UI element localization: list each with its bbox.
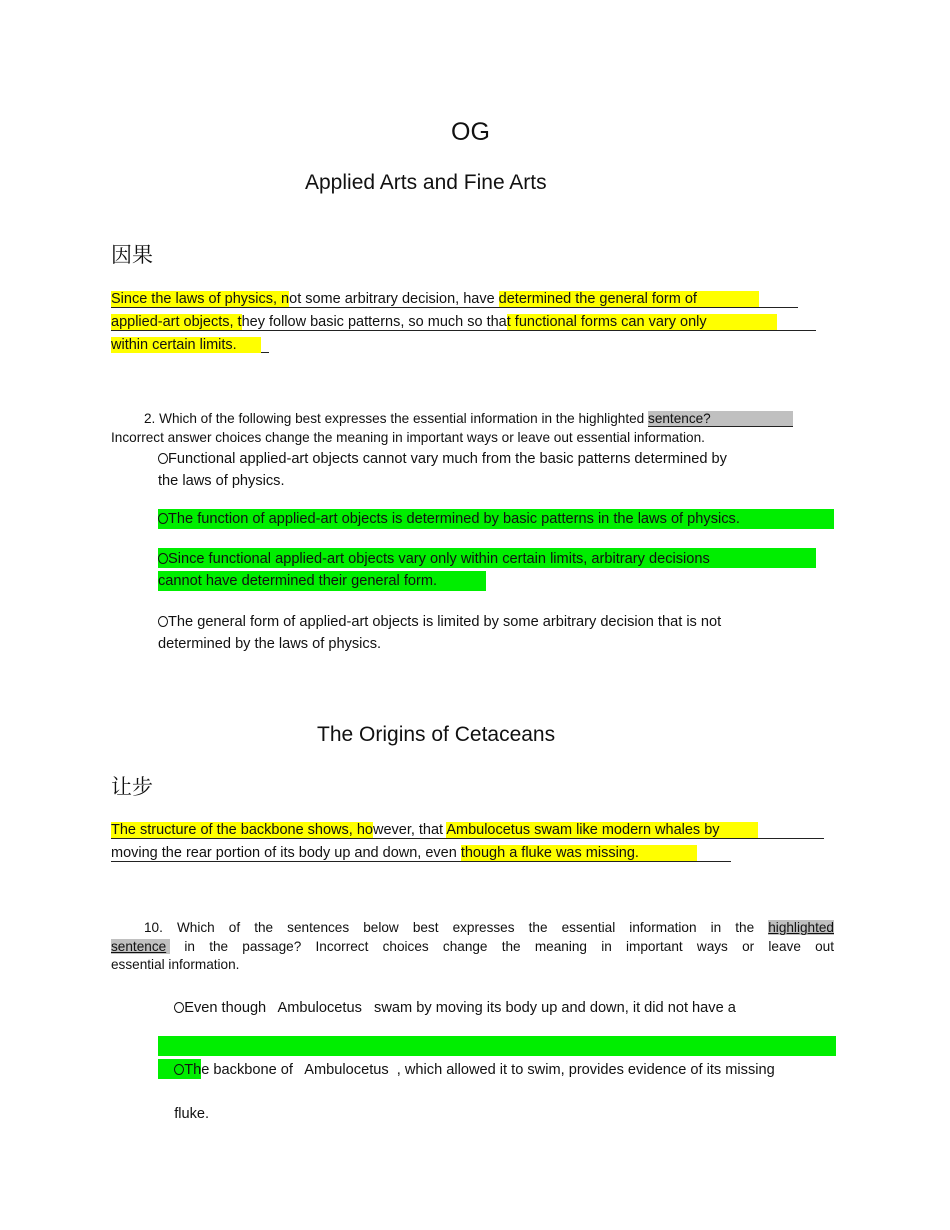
question-10-line-2	[111, 938, 834, 956]
option-text: Functional applied-art objects cannot vary much from the basic patterns determined by	[168, 451, 727, 467]
section-tag-concession: 让步	[111, 775, 153, 799]
option-text: determined by the laws of physics.	[158, 636, 382, 652]
highlight: Since the laws of physics, n	[111, 291, 290, 307]
option-text: cannot have determined their general form.	[158, 573, 438, 589]
text: moving the rear portion of its body up and down, even	[111, 845, 461, 861]
page-title: OG	[451, 118, 490, 146]
passage-line-2	[111, 311, 777, 334]
radio-circle-icon[interactable]	[174, 1064, 184, 1075]
answer-option-b[interactable]	[158, 1037, 775, 1147]
section-tag-cause-effect: 因果	[111, 243, 153, 267]
text: hey follow basic patterns, so much so tha	[241, 314, 507, 330]
radio-circle-icon[interactable]	[158, 553, 168, 564]
question-2-line-2: Incorrect answer choices change the meaning in important ways or leave out essential information.	[111, 430, 705, 445]
highlight: t functional forms can vary only	[507, 314, 777, 330]
text: wever, that	[372, 822, 447, 838]
option-text: Since functional applied-art objects vary only within certain limits, arbitrary decisions	[168, 551, 710, 567]
highlight: determined the general form of	[499, 291, 759, 307]
question-text: 2. Which of the following best expresses the essential information in the highlighted	[144, 411, 649, 426]
passage-line-1	[111, 819, 758, 842]
question-10-line-1	[111, 919, 834, 937]
radio-circle-icon[interactable]	[158, 513, 168, 524]
option-text: The general form of applied-art objects is limited by some arbitrary decision that is not	[168, 614, 722, 630]
highlight: though a fluke was missing.	[461, 845, 697, 861]
option-text: fluke.	[174, 1106, 210, 1122]
highlighted-word: sentence?	[648, 411, 793, 427]
question-10-line-3: essential information.	[111, 957, 240, 972]
highlight: Ambulocetus swam like modern whales by	[446, 822, 757, 838]
option-text: The backbone of Ambulocetus , which allowed it to swim, provides evidence of its missing	[184, 1062, 775, 1078]
passage-line-3	[111, 334, 261, 357]
section-title-cetaceans: The Origins of Cetaceans	[317, 723, 556, 746]
highlight: within certain limits.	[111, 337, 261, 353]
highlighted-word: highlighted	[768, 920, 834, 935]
answer-option-b[interactable]	[158, 508, 740, 530]
answer-option-d[interactable]	[158, 611, 721, 655]
passage-line-2	[111, 842, 697, 865]
radio-circle-icon[interactable]	[174, 1002, 184, 1013]
option-text: The function of applied-art objects is determined by basic patterns in the laws of physics.	[168, 511, 740, 527]
radio-circle-icon[interactable]	[158, 453, 168, 464]
radio-circle-icon[interactable]	[158, 616, 168, 627]
answer-option-c[interactable]	[158, 548, 710, 592]
highlighted-word: sentence	[111, 939, 170, 954]
text: ot some arbitrary decision, have	[289, 291, 499, 307]
highlight: The structure of the backbone shows, ho	[111, 822, 373, 838]
option-text: the laws of physics.	[158, 473, 285, 489]
question-text: 10. Which of the sentences below best expresses the essential information in the	[144, 920, 769, 935]
question-2-line-1	[144, 410, 793, 428]
option-text: Even though Ambulocetus swam by moving its body up and down, it did not have a	[184, 1000, 736, 1016]
section-title-applied-arts: Applied Arts and Fine Arts	[305, 171, 547, 194]
highlight: applied-art objects, t	[111, 314, 242, 330]
answer-option-a[interactable]	[158, 448, 727, 492]
passage-line-1	[111, 288, 759, 311]
question-text: in the passage? Incorrect choices change the meaning in important ways or leave out	[170, 939, 834, 954]
